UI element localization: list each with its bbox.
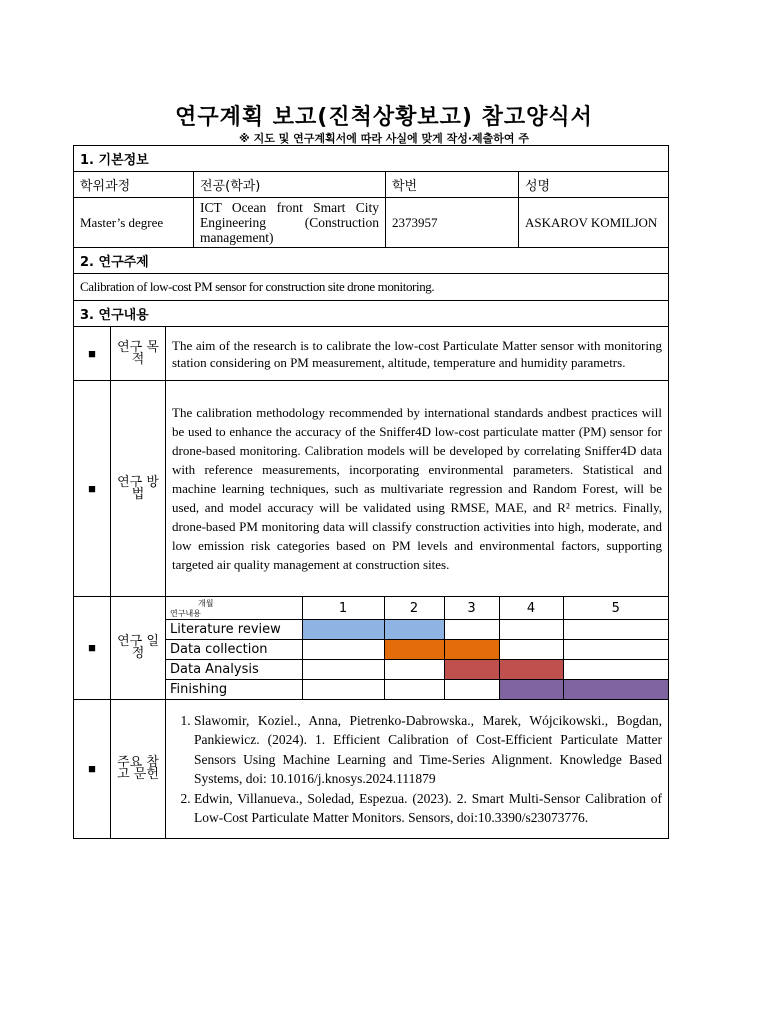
schedule-cell	[302, 640, 384, 660]
schedule-cell	[563, 620, 668, 640]
bullet-icon: ■	[74, 700, 111, 839]
header-degree: 학위과정	[74, 172, 194, 198]
bullet-icon: ■	[74, 327, 111, 381]
schedule-bar	[384, 620, 444, 640]
objective-text: The aim of the research is to calibrate the low-cost Particulate Matter sensor with monitoring station considering on PM measurement, altitude, temperature and humidity parametrs.	[166, 327, 669, 381]
reference-item: 2. Edwin, Villanueva., Soledad, Espezua. (2023). 2. Smart Multi-Sensor Calibration of Low-Cost Particulate Matter Monitors. Sensors, doi:10.3390/s23073776.	[194, 789, 662, 828]
corner-content-label: 연구내용	[170, 609, 201, 618]
task-name: Data collection	[166, 640, 302, 660]
schedule-bar	[384, 640, 444, 660]
section2-heading: 2. 연구주제	[74, 248, 669, 274]
method-text: The calibration methodology recommended by international standards andbest practices will be used to enhance the accuracy of the Sniffer4D low-cost particulate matter (PM) sensor for drone-based monitoring. Calibration models will be developed by correlating Sniffer4D data with reference measurements, incorporating environmental parameters. Statistical and machine learning techniques, such as multivariate regression and Random Forest, will be used, and model accuracy will be validated using RMSE, MAE, and R² metrics. Finally, drone-based PM monitoring data will classify construction activities into high, moderate, and low emission risk categories based on PM levels and environmental factors, supporting targeted air quality management at construction sites.	[166, 381, 669, 597]
value-major: ICT Ocean front Smart City Engineering (Construction management)	[194, 198, 386, 248]
bullet-icon: ■	[74, 381, 111, 597]
value-student-id: 2373957	[386, 198, 519, 248]
schedule-cell	[563, 640, 668, 660]
method-label: 연구 방법	[111, 381, 166, 597]
task-name: Data Analysis	[166, 660, 302, 680]
section1-heading: 1. 기본정보	[74, 146, 669, 172]
month-header: 4	[499, 597, 563, 620]
bullet-icon: ■	[74, 597, 111, 700]
schedule-bar	[499, 660, 563, 680]
task-name: Finishing	[166, 680, 302, 700]
schedule-cell	[302, 680, 384, 700]
header-name: 성명	[519, 172, 669, 198]
task-name: Literature review	[166, 620, 302, 640]
schedule-cell	[166, 597, 669, 700]
schedule-cell	[563, 660, 668, 680]
corner-months-label: 개월	[198, 599, 214, 608]
month-header: 2	[384, 597, 444, 620]
schedule-cell	[302, 660, 384, 680]
document-title: 연구계획 보고(진척상황보고) 참고양식서	[175, 105, 593, 130]
schedule-table	[166, 597, 668, 699]
research-topic: Calibration of low-cost PM sensor for construction site drone monitoring.	[74, 274, 669, 301]
value-name: ASKAROV KOMILJON	[519, 198, 669, 248]
references-list	[172, 707, 662, 832]
value-degree: Master’s degree	[74, 198, 194, 248]
document-note: ※ 지도 및 연구계획서에 따라 사실에 맞게 작성·제출하여 주	[239, 132, 529, 145]
research-plan-form	[73, 145, 669, 839]
schedule-bar	[444, 640, 499, 660]
month-header: 5	[563, 597, 668, 620]
schedule-cell	[444, 680, 499, 700]
schedule-corner	[166, 597, 302, 620]
section3-heading: 3. 연구내용	[74, 301, 669, 327]
schedule-bar	[563, 680, 668, 700]
schedule-label: 연구 일정	[111, 597, 166, 700]
objective-label: 연구 목적	[111, 327, 166, 381]
header-student-id: 학번	[386, 172, 519, 198]
schedule-cell	[384, 680, 444, 700]
month-header: 1	[302, 597, 384, 620]
schedule-cell	[499, 620, 563, 640]
reference-item: 1. Slawomir, Koziel., Anna, Pietrenko-Dabrowska., Marek, Wójcikowski., Bogdan, Pankiewicz. (2024). 1. Efficient Calibration of Cost-Efficient Particulate Matter Sensors Using Machine Learning and Time-Series Alignment. Knowledge Based Systems, doi: 10.1016/j.knosys.2024.111879	[194, 711, 662, 789]
schedule-cell	[384, 660, 444, 680]
schedule-bar	[444, 660, 499, 680]
month-header: 3	[444, 597, 499, 620]
references-label: 주요 참고 문헌	[111, 700, 166, 839]
schedule-bar	[499, 680, 563, 700]
references-cell	[166, 700, 669, 839]
schedule-bar	[302, 620, 384, 640]
schedule-cell	[444, 620, 499, 640]
schedule-cell	[499, 640, 563, 660]
header-major: 전공(학과)	[194, 172, 386, 198]
